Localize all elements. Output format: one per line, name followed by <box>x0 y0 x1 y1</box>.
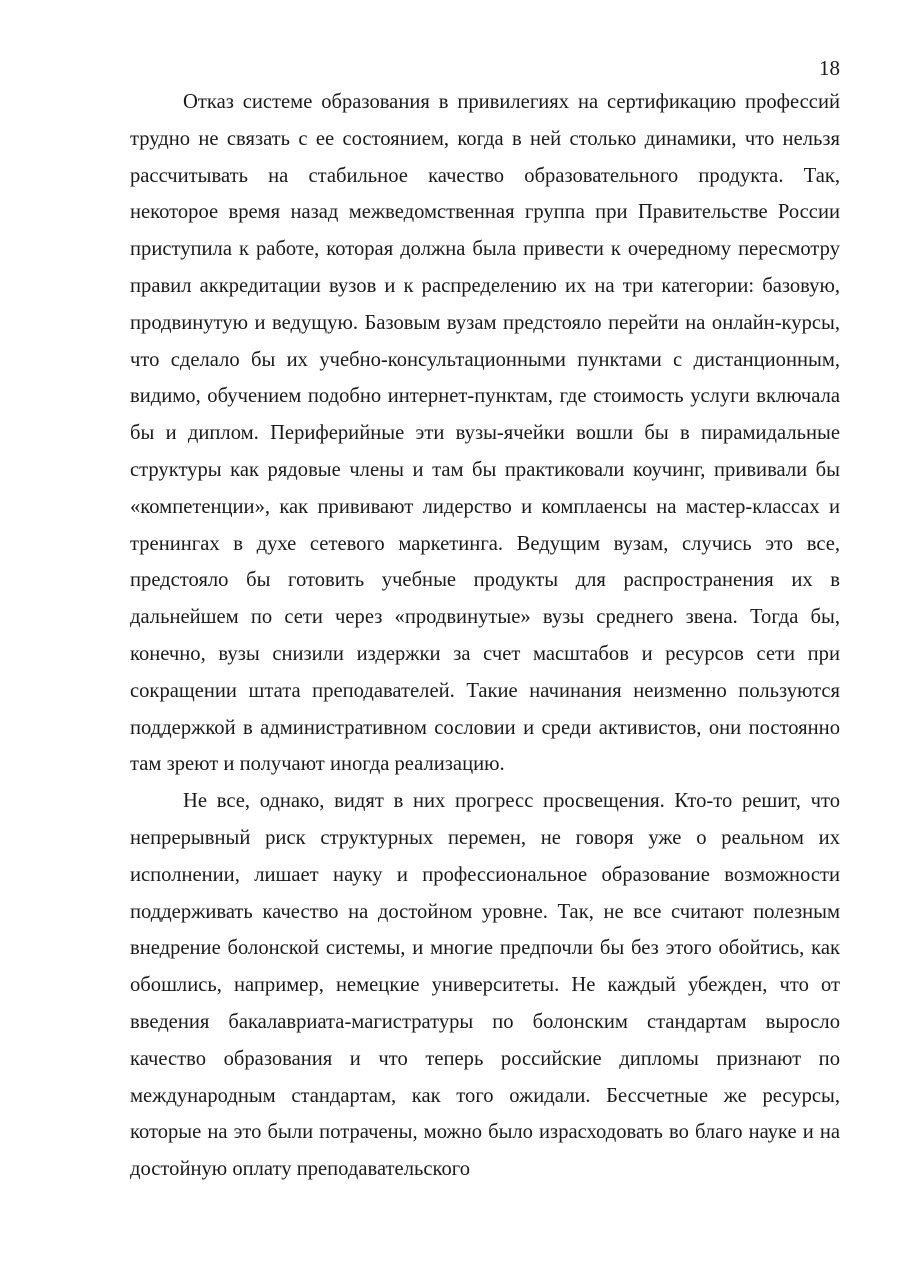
paragraph-2: Не все, однако, видят в них прогресс просвещения. Кто-то решит, что непрерывный риск структурных перемен, не говоря уже о реальном их исполнении, лишает науку и профессиональное образование возможности поддерживать качество на достойном уровне. Так, не все считают полезным внедрение болонской системы, и многие предпочли бы без этого обойтись, как обошлись, например, немецкие университеты. Не каждый убежден, что от введения бакалавриата-магистратуры по болонским стандартам выросло качество образования и что теперь российские дипломы признают по международным стандартам, как того ожидали. Бессчетные же ресурсы, которые на это были потрачены, можно было израсходовать во благо науке и на достойную оплату преподавательского <box>130 790 840 1181</box>
page-number: 18 <box>819 56 840 80</box>
paragraph-1: Отказ системе образования в привилегиях на сертификацию профессий трудно не связать с ее состоянием, когда в ней столько динамики, что нельзя рассчитывать на стабильное качество образовательного продукта. Так, некоторое время назад межведомственная группа при Правительстве России приступила к работе, которая должна была привести к очередному пересмотру правил аккредитации вузов и к распределению их на три категории: базовую, продвинутую и ведущую. Базовым вузам предстояло перейти на онлайн-курсы, что сделало бы их учебно-консультационными пунктами с дистанционным, видимо, обучением подобно интернет-пунктам, где стоимость услуги включала бы и диплом. Периферийные эти вузы-ячейки вошли бы в пирамидальные структуры как рядовые члены и там бы практиковали коучинг, прививали бы «компетенции», как прививают лидерство и комплаенсы на мастер-классах и тренингах в духе сетевого маркетинга. Ведущим вузам, случись это все, предстояло бы готовить учебные продукты для распространения их в дальнейшем по сети через «продвинутые» вузы среднего звена. Тогда бы, конечно, вузы снизили издержки за счет масштабов и ресурсов сети при сокращении штата преподавателей. Такие начинания неизменно пользуются поддержкой в административном сословии и среди активистов, они постоянно там зреют и получают иногда реализацию. <box>130 91 840 776</box>
text-body <box>130 84 840 1188</box>
